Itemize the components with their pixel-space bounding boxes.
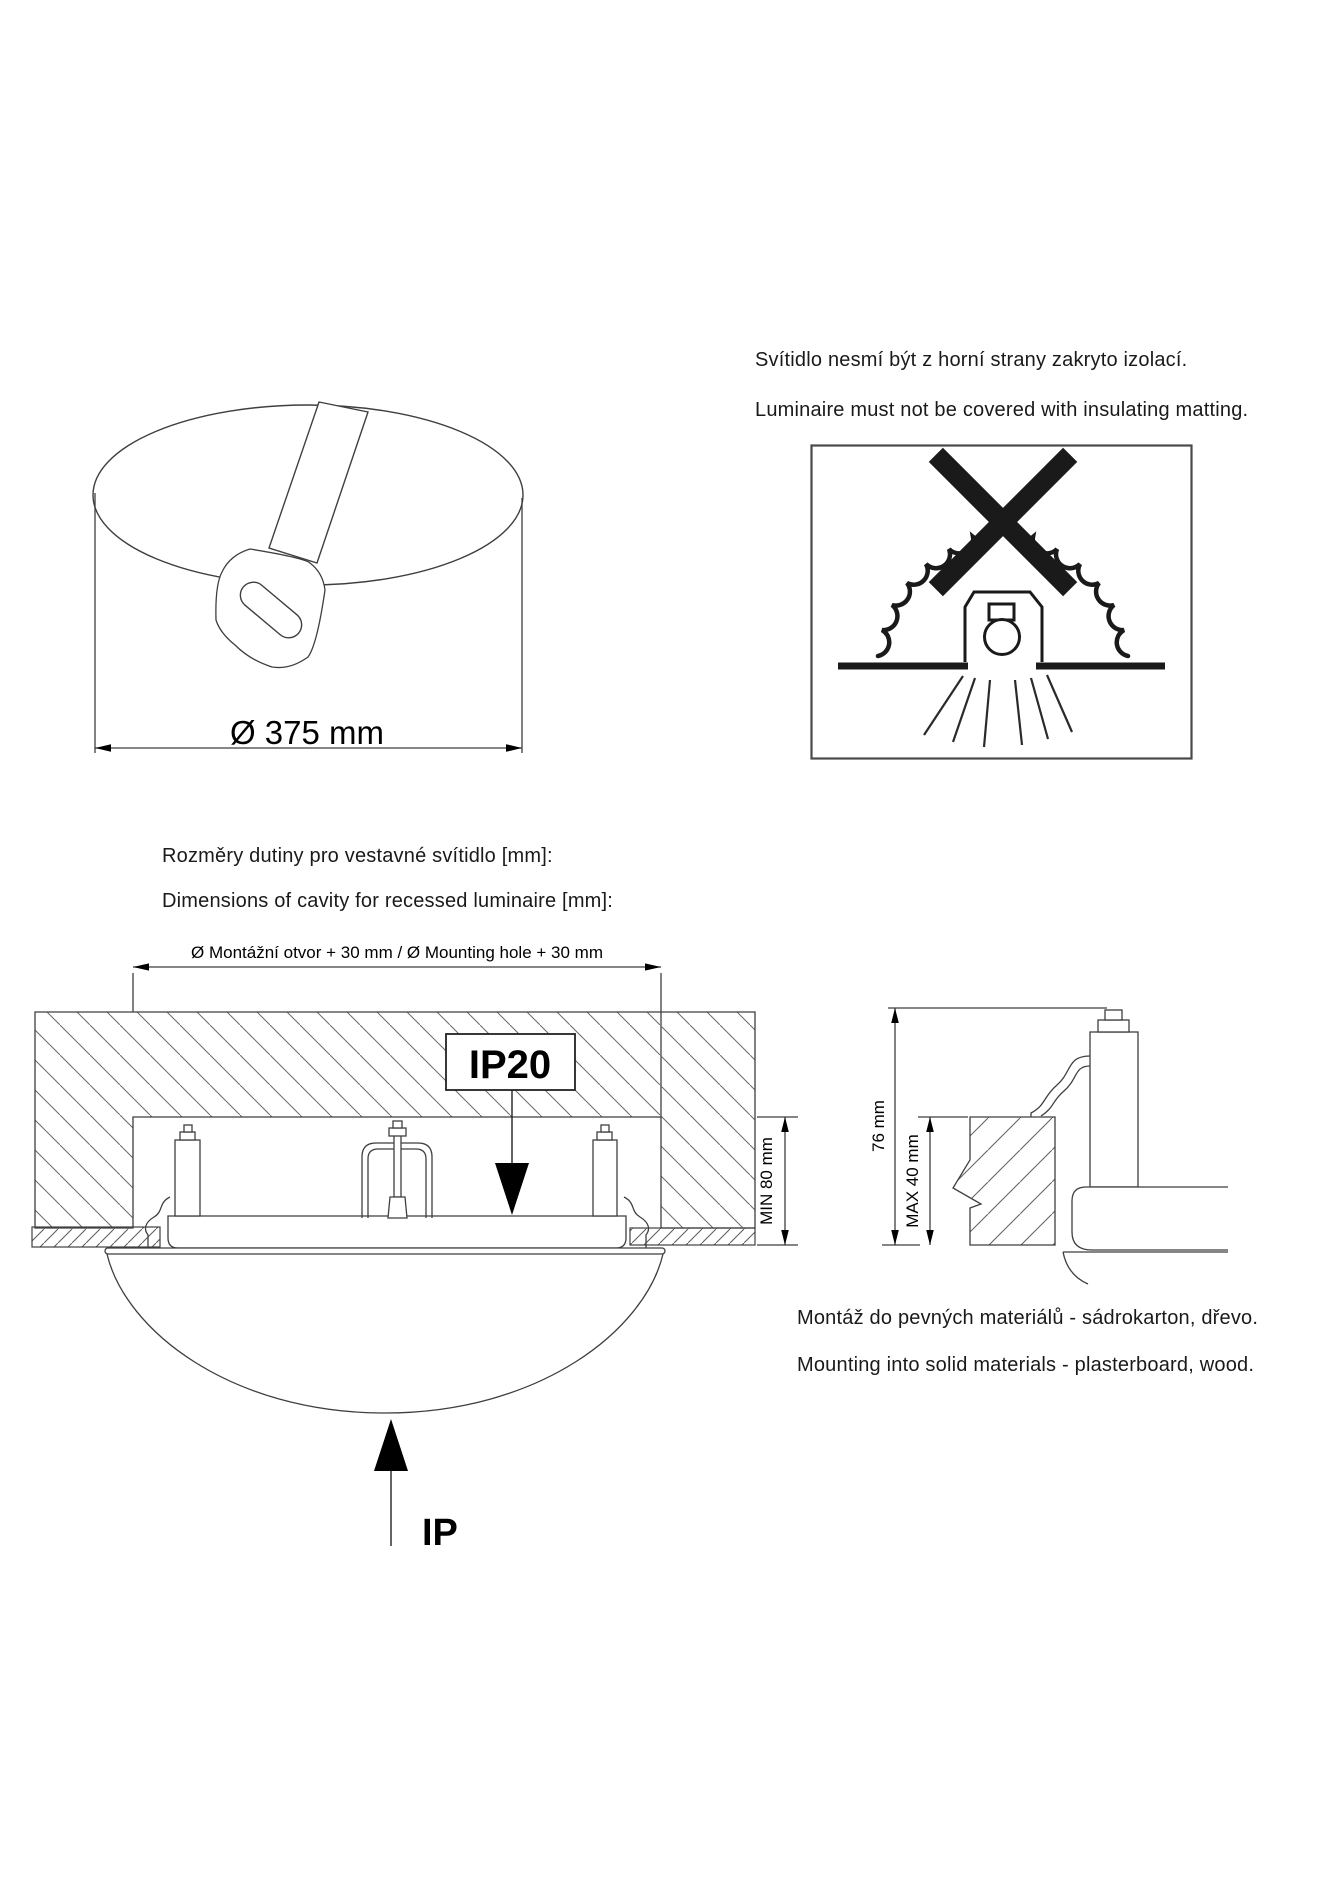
- ip20-arrow-down-icon: [495, 1163, 529, 1215]
- solid-material-block: [953, 1117, 1055, 1245]
- min-depth-label: MIN 80 mm: [757, 1137, 776, 1225]
- cavity-cross-section-drawing: [30, 935, 810, 1560]
- mounting-note-en: Mounting into solid materials - plasterboard, wood.: [797, 1354, 1255, 1376]
- luminaire-flange: [168, 1216, 626, 1248]
- insulation-note-en: Luminaire must not be covered with insulating matting.: [755, 399, 1249, 421]
- mounting-post-right: [593, 1125, 617, 1216]
- luminaire-perspective-drawing: [55, 315, 545, 765]
- ip-arrow-up-icon: [374, 1419, 408, 1471]
- ip-label: IP: [422, 1512, 458, 1554]
- min-depth-dimension: [757, 1117, 798, 1245]
- ip20-callout: [446, 1034, 575, 1215]
- cavity-note-cs: Rozměry dutiny pro vestavné svítidlo [mm]:: [162, 845, 553, 867]
- mounting-post-left: [175, 1125, 200, 1216]
- ip20-label: IP20: [468, 1043, 552, 1087]
- flange-detail: [1063, 1187, 1228, 1284]
- spring-clip-detail: [1031, 1056, 1090, 1117]
- recessed-lamp-icon: [965, 592, 1042, 662]
- mounting-hole-label: Ø Montážní otvor + 30 mm / Ø Mounting hole + 30 mm: [191, 943, 603, 962]
- trim-ring-lip: [105, 1248, 665, 1254]
- no-insulation-warning-box: [810, 444, 1193, 760]
- luminaire-body-section: [105, 1121, 665, 1413]
- max-thickness-label: MAX 40 mm: [903, 1134, 922, 1228]
- insulation-note-cs: Svítidlo nesmí být z horní strany zakryto izolací.: [755, 349, 1188, 371]
- ip-pointer: [374, 1419, 458, 1554]
- diameter-label: Ø 375 mm: [229, 714, 385, 751]
- cavity-note-en: Dimensions of cavity for recessed luminaire [mm]:: [162, 890, 614, 912]
- glass-dome: [107, 1254, 663, 1413]
- center-bracket: [362, 1121, 432, 1218]
- side-mounting-detail-drawing: [860, 990, 1250, 1290]
- mounting-note-cs: Montáž do pevných materiálů - sádrokarton, dřevo.: [797, 1307, 1259, 1329]
- recess-height-label: 76 mm: [869, 1100, 888, 1152]
